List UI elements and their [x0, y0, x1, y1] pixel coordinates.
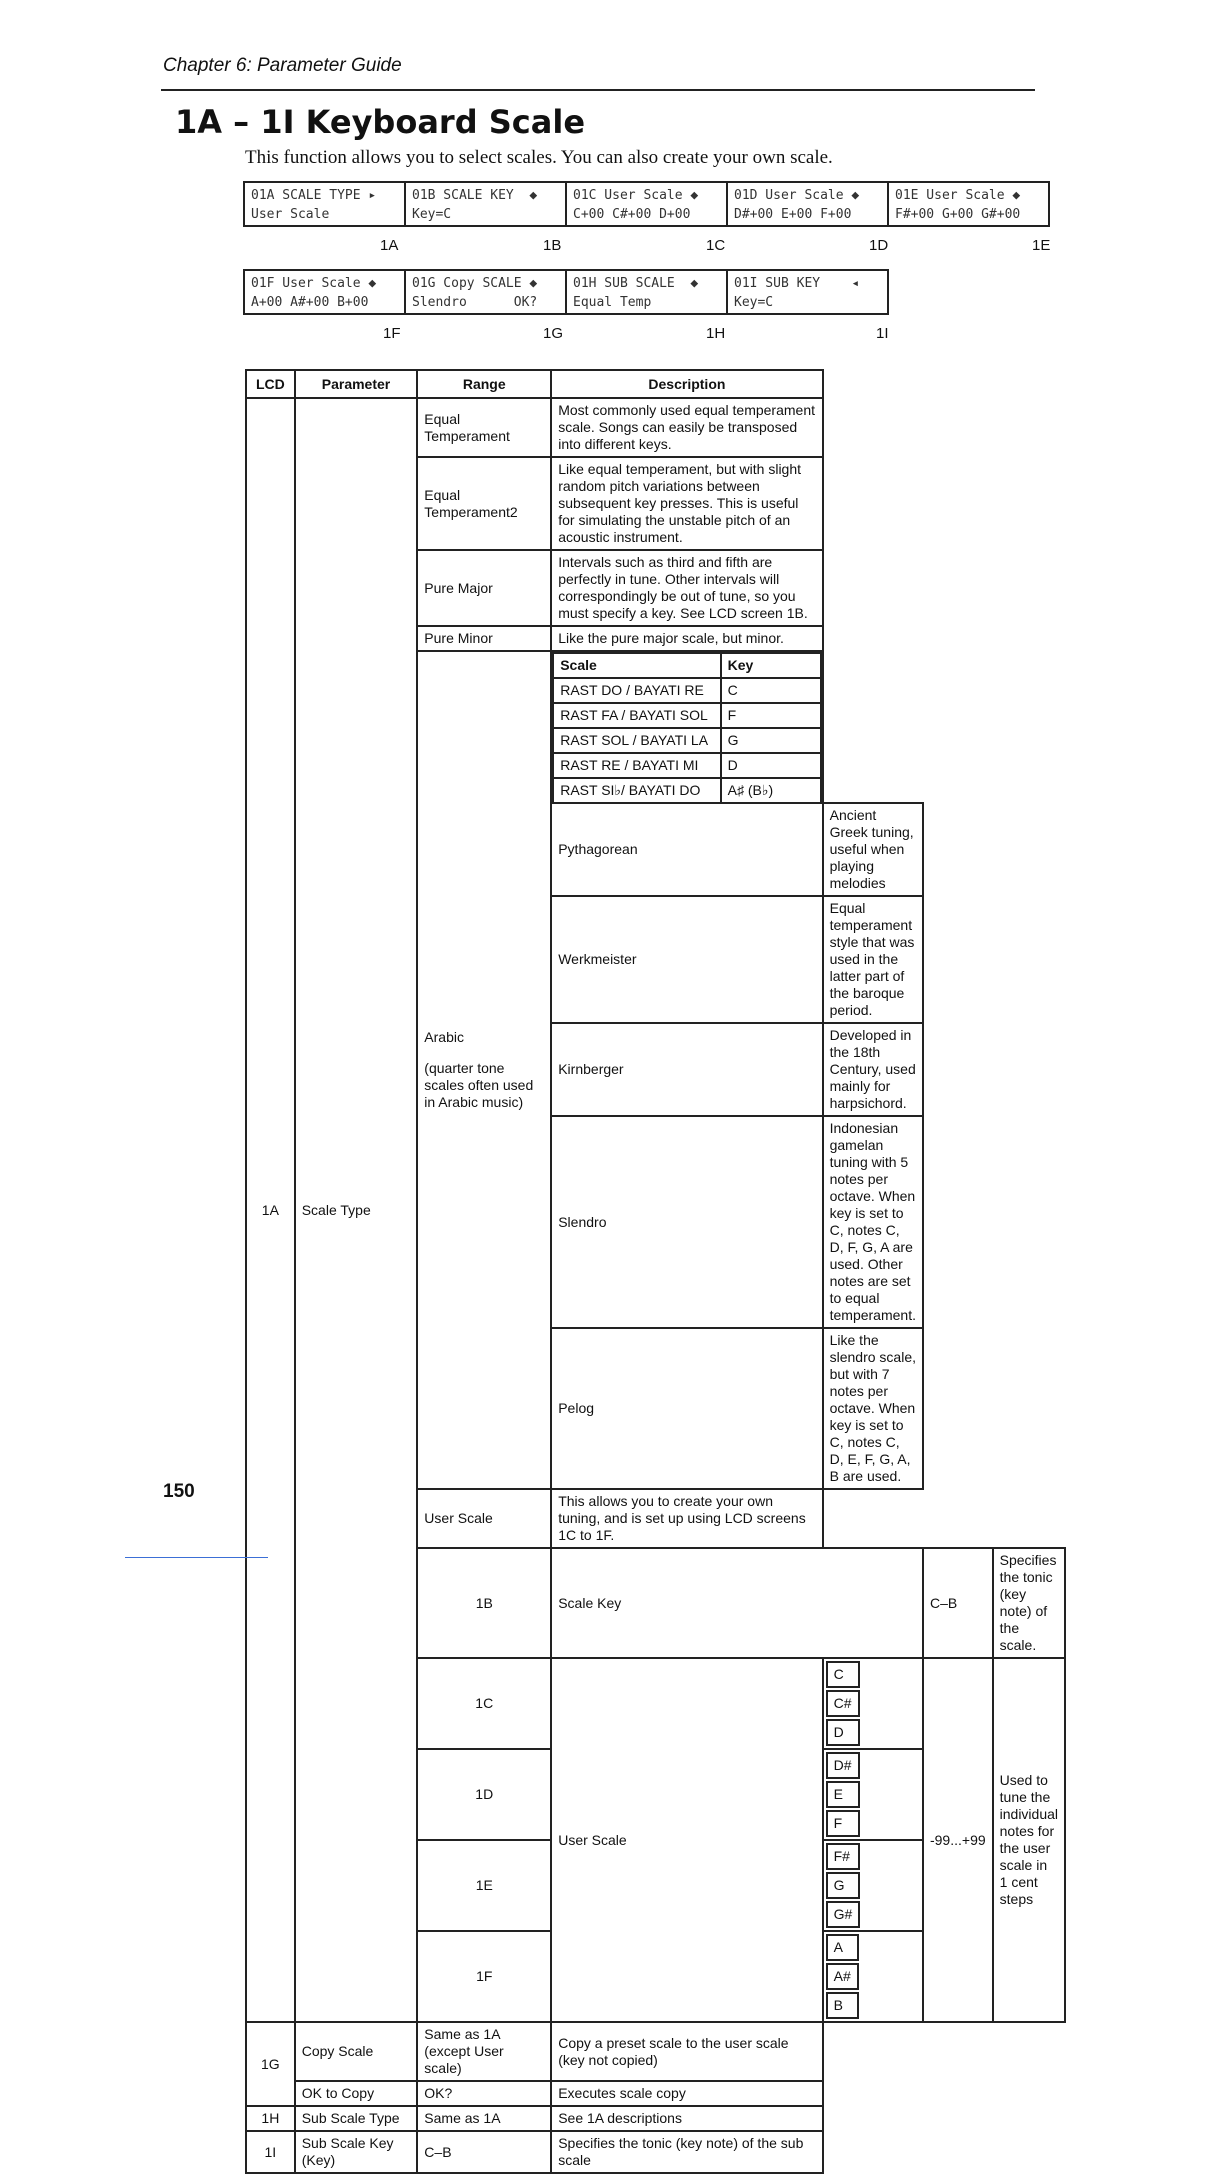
lcd-cell-1c: 1C [417, 1658, 551, 1749]
table-row [246, 398, 1065, 457]
arabic-scale-row [553, 728, 820, 753]
arabic-label: Arabic [424, 1029, 464, 1045]
note-label: C [826, 1661, 860, 1688]
range-cell: Pure Minor [417, 626, 551, 651]
notes-list [824, 1750, 862, 1839]
lcd-label-1e: 1E [1032, 237, 1051, 254]
arabic-scale-key: C [721, 678, 821, 703]
lcd-screen-1d [726, 181, 889, 227]
description-cell-user-scale: Used to tune the individual notes for the user scale in 1 cent steps [993, 1658, 1065, 2022]
lcd-label-1g: 1G [543, 325, 564, 342]
header-description: Description [551, 370, 822, 398]
arabic-scale-row [553, 753, 820, 778]
arabic-note: (quarter tone scales often used in Arabic music) [424, 1060, 534, 1110]
range-cell: Kirnberger [551, 1023, 822, 1116]
arabic-scale-name: RAST RE / BAYATI MI [553, 753, 720, 778]
lcd-line: Key=C [412, 207, 452, 222]
lcd-screen-1g [404, 269, 567, 315]
lcd-cell-1e: 1E [417, 1840, 551, 1931]
description-cell: Equal temperament style that was used in the latter part of the baroque period. [823, 896, 923, 1023]
lcd-line: Equal Temp [573, 295, 652, 310]
lcd-label-1b: 1B [543, 237, 562, 254]
parameter-user-scale: User Scale [551, 1658, 822, 2022]
range-cell: C–B [923, 1548, 993, 1658]
lcd-line: A+00 A#+00 B+00 [251, 295, 369, 310]
table-row-copy-scale [246, 2022, 1065, 2081]
description-cell: Ancient Greek tuning, useful when playing melodies [823, 803, 923, 896]
range-cell: Slendro [551, 1116, 822, 1328]
page-number: 150 [163, 1481, 195, 1502]
lcd-cell-1a: 1A [246, 398, 295, 2022]
lcd-screen-1b [404, 181, 567, 227]
description-cell: Intervals such as third and fifth are perfectly in tune. Other intervals will correspondingly be out of tune, so you must specify a key. See LCD screen 1B. [551, 550, 822, 626]
lcd-label-1h: 1H [706, 325, 726, 342]
description-cell: Specifies the tonic (key note) of the sub scale [551, 2131, 822, 2173]
range-cell: Pure Major [417, 550, 551, 626]
note-label: F# [826, 1843, 861, 1870]
chapter-header: Chapter 6: Parameter Guide [163, 55, 402, 76]
lcd-label-1i: 1I [876, 325, 889, 342]
arabic-scale-key: F [721, 703, 821, 728]
header-range: Range [417, 370, 551, 398]
lcd-cell-1b: 1B [417, 1548, 551, 1658]
note-label: C# [826, 1690, 860, 1717]
description-cell: This allows you to create your own tuning, and is set up using LCD screens 1C to 1F. [551, 1489, 822, 1548]
lcd-line: 01I SUB KEY ◂ [734, 276, 860, 291]
lcd-screen-1i [726, 269, 889, 315]
lcd-line: C+00 C#+00 D+00 [573, 207, 691, 222]
header-parameter: Parameter [295, 370, 418, 398]
lcd-cell-1g: 1G [246, 2022, 295, 2106]
lcd-cell-1h: 1H [246, 2106, 295, 2131]
arabic-scale-name: RAST SOL / BAYATI LA [553, 728, 720, 753]
range-cell-arabic [417, 651, 551, 1489]
description-cell: Specifies the tonic (key note) of the scale. [993, 1548, 1065, 1658]
parameter-scale-key: Scale Key [551, 1548, 923, 1658]
parameter-ok-to-copy: OK to Copy [295, 2081, 418, 2106]
range-cell: Pythagorean [551, 803, 822, 896]
footer-line [125, 1557, 268, 1558]
notes-list [824, 1932, 861, 2021]
arabic-scale-name: RAST FA / BAYATI SOL [553, 703, 720, 728]
lcd-row-2 [243, 269, 887, 315]
lcd-line: 01D User Scale ◆ [734, 188, 860, 203]
lcd-line: 01G Copy SCALE ◆ [412, 276, 538, 291]
notes-cell [823, 1840, 923, 1931]
note-label: G [826, 1872, 861, 1899]
lcd-screen-1f [243, 269, 406, 315]
header-lcd: LCD [246, 370, 295, 398]
notes-cell [823, 1749, 923, 1840]
arabic-scale-key: G [721, 728, 821, 753]
lcd-screen-1e [887, 181, 1050, 227]
note-label: A# [826, 1963, 859, 1990]
note-label: E [826, 1781, 860, 1808]
lcd-line: Key=C [734, 295, 774, 310]
lcd-line: F#+00 G+00 G#+00 [895, 207, 1021, 222]
lcd-label-1f: 1F [383, 325, 401, 342]
description-cell: Like equal temperament, but with slight random pitch variations between subsequent key presses. This is useful for simulating the unstable pitch of an acoustic instrument. [551, 457, 822, 550]
lcd-line: D#+00 E+00 F+00 [734, 207, 852, 222]
table-row-ok-to-copy [246, 2081, 1065, 2106]
lcd-line: 01A SCALE TYPE ▸ [251, 188, 377, 203]
notes-cell [823, 1931, 923, 2022]
description-cell: Most commonly used equal temperament scale. Songs can easily be transposed into different keys. [551, 398, 822, 457]
lcd-line: Slendro OK? [412, 295, 538, 310]
arabic-scale-name: RAST DO / BAYATI RE [553, 678, 720, 703]
range-cell-user-scale: -99...+99 [923, 1658, 993, 2022]
table-row-sub-key [246, 2131, 1065, 2173]
parameter-table [245, 369, 1066, 2174]
note-label: D [826, 1719, 860, 1746]
description-cell: Executes scale copy [551, 2081, 822, 2106]
note-label: F [826, 1810, 860, 1837]
parameter-sub-scale-type: Sub Scale Type [295, 2106, 418, 2131]
arabic-subtable-cell [551, 651, 822, 803]
range-cell: User Scale [417, 1489, 551, 1548]
table-row-sub-scale [246, 2106, 1065, 2131]
arabic-scale-row [553, 778, 820, 802]
description-cell: Developed in the 18th Century, used mainly for harpsichord. [823, 1023, 923, 1116]
lcd-cell-1f: 1F [417, 1931, 551, 2022]
subheader-key: Key [721, 653, 821, 678]
description-cell: See 1A descriptions [551, 2106, 822, 2131]
range-cell: Equal Temperament2 [417, 457, 551, 550]
lcd-cell-1i: 1I [246, 2131, 295, 2173]
range-cell: Equal Temperament [417, 398, 551, 457]
parameter-scale-type: Scale Type [295, 398, 418, 2022]
range-cell: Same as 1A [417, 2106, 551, 2131]
description-cell: Indonesian gamelan tuning with 5 notes per octave. When key is set to C, notes C, D, F, G, A are used. Other notes are set to equal temperament. [823, 1116, 923, 1328]
arabic-scale-key: A♯ (B♭) [721, 778, 821, 802]
range-cell: Werkmeister [551, 896, 822, 1023]
parameter-copy-scale: Copy Scale [295, 2022, 418, 2081]
range-cell: Same as 1A (except User scale) [417, 2022, 551, 2081]
description-cell: Like the pure major scale, but minor. [551, 626, 822, 651]
lcd-label-1a: 1A [380, 237, 399, 254]
lcd-screen-1c [565, 181, 728, 227]
notes-list [824, 1841, 863, 1930]
arabic-scale-key: D [721, 753, 821, 778]
lcd-line: User Scale [251, 207, 330, 222]
lcd-line: 01E User Scale ◆ [895, 188, 1021, 203]
range-cell: C–B [417, 2131, 551, 2173]
note-label: B [826, 1992, 859, 2019]
description-cell: Like the slendro scale, but with 7 notes per octave. When key is set to C, notes C, D, E, F, G, A, B are used. [823, 1328, 923, 1489]
note-label: G# [826, 1901, 861, 1928]
lcd-line: 01B SCALE KEY ◆ [412, 188, 538, 203]
table-header-row [246, 370, 1065, 398]
lcd-line: 01F User Scale ◆ [251, 276, 377, 291]
range-cell: Pelog [551, 1328, 822, 1489]
range-cell: OK? [417, 2081, 551, 2106]
note-label: D# [826, 1752, 860, 1779]
lcd-line: 01C User Scale ◆ [573, 188, 699, 203]
arabic-scale-row [553, 678, 820, 703]
lcd-screen-1a [243, 181, 406, 227]
arabic-subtable-header [553, 653, 820, 678]
arabic-subtable [552, 652, 821, 802]
lcd-row-1 [243, 181, 1048, 227]
parameter-sub-scale-key: Sub Scale Key (Key) [295, 2131, 418, 2173]
lcd-line: 01H SUB SCALE ◆ [573, 276, 699, 291]
subheader-scale: Scale [553, 653, 720, 678]
arabic-scale-row [553, 703, 820, 728]
intro-text: This function allows you to select scales. You can also create your own scale. [245, 147, 833, 168]
lcd-screen-1h [565, 269, 728, 315]
note-label: A [826, 1934, 859, 1961]
lcd-label-1c: 1C [706, 237, 726, 254]
page-title: 1A – 1I Keyboard Scale [175, 103, 586, 141]
notes-cell [823, 1658, 923, 1749]
lcd-cell-1d: 1D [417, 1749, 551, 1840]
description-cell: Copy a preset scale to the user scale (key not copied) [551, 2022, 822, 2081]
lcd-label-1d: 1D [869, 237, 889, 254]
header-rule [161, 89, 1035, 91]
notes-list [824, 1659, 862, 1748]
arabic-scale-name: RAST SI♭/ BAYATI DO [553, 778, 720, 802]
